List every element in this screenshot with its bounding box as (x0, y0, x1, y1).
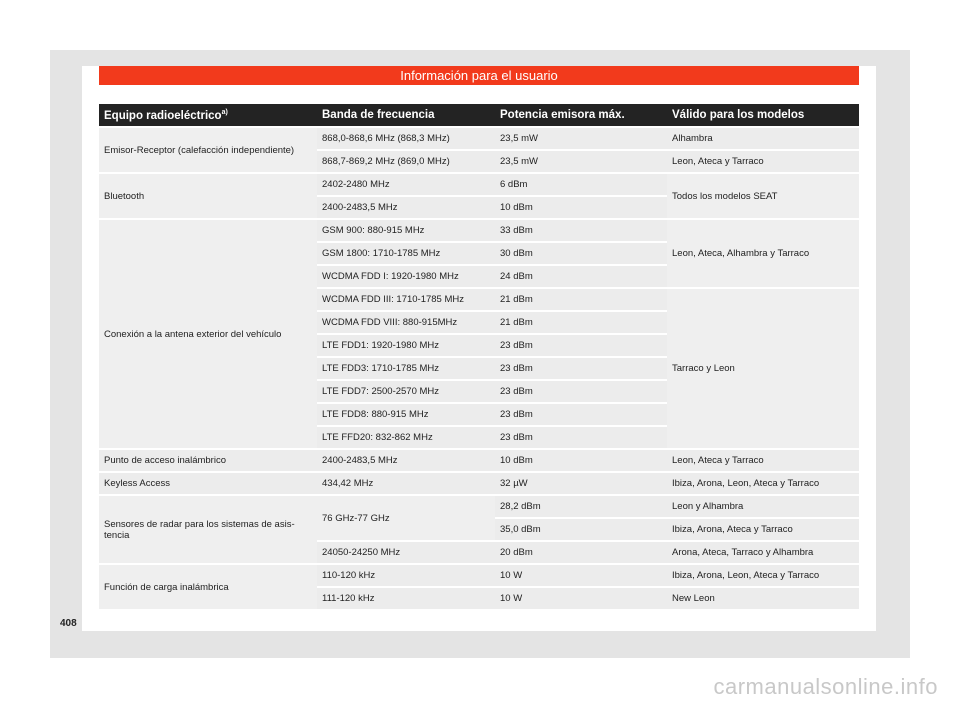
table-row (99, 220, 859, 241)
power-cell: 23 dBm (495, 335, 667, 356)
band-cell: 2400-2483,5 MHz (317, 450, 495, 471)
power-cell: 21 dBm (495, 312, 667, 333)
footnote-marker: a) (221, 108, 228, 116)
page-number: 408 (60, 618, 77, 629)
band-cell: GSM 900: 880-915 MHz (317, 220, 495, 241)
equipment-cell: Emisor-Receptor (calefacción independiente) (99, 128, 317, 172)
band-cell: 434,42 MHz (317, 473, 495, 494)
equipment-cell: Función de carga inalámbrica (99, 565, 317, 609)
power-cell: 6 dBm (495, 174, 667, 195)
power-cell: 33 dBm (495, 220, 667, 241)
power-cell: 23 dBm (495, 358, 667, 379)
models-cell: Ibiza, Arona, Leon, Ateca y Tarraco (667, 473, 859, 494)
models-cell: Leon, Ateca y Tarraco (667, 450, 859, 471)
watermark: carmanualsonline.info (713, 674, 938, 699)
band-cell: 111-120 kHz (317, 588, 495, 609)
table-row (99, 128, 859, 149)
power-cell: 20 dBm (495, 542, 667, 563)
models-cell: Tarraco y Leon (667, 289, 859, 448)
table-row (99, 565, 859, 586)
column-header-max-power: Potencia emisora máx. (495, 104, 667, 126)
band-cell: 24050-24250 MHz (317, 542, 495, 563)
table-row (99, 450, 859, 471)
equipment-cell: Conexión a la antena exterior del vehículo (99, 220, 317, 448)
power-cell: 30 dBm (495, 243, 667, 264)
power-cell: 23 dBm (495, 427, 667, 448)
equipment-cell: Punto de acceso inalámbrico (99, 450, 317, 471)
radio-equipment-table (99, 102, 859, 611)
table-row (99, 473, 859, 494)
column-header-valid-models: Válido para los modelos (667, 104, 859, 126)
models-cell: Leon y Alhambra (667, 496, 859, 517)
models-cell: Ibiza, Arona, Ateca y Tarraco (667, 519, 859, 540)
column-header-equipment: Equipo radioeléctrico$^{a)}$ (99, 104, 317, 126)
table-row (99, 174, 859, 195)
band-cell: LTE FDD1: 1920-1980 MHz (317, 335, 495, 356)
equipment-cell: Keyless Access (99, 473, 317, 494)
table-row (99, 496, 859, 517)
power-cell: 23,5 mW (495, 151, 667, 172)
band-cell: WCDMA FDD VIII: 880-915MHz (317, 312, 495, 333)
power-cell: 35,0 dBm (495, 519, 667, 540)
models-cell: Arona, Ateca, Tarraco y Alhambra (667, 542, 859, 563)
equipment-cell: Bluetooth (99, 174, 317, 218)
models-cell: Leon, Ateca y Tarraco (667, 151, 859, 172)
band-cell: GSM 1800: 1710-1785 MHz (317, 243, 495, 264)
models-cell: Ibiza, Arona, Leon, Ateca y Tarraco (667, 565, 859, 586)
power-cell: 10 W (495, 565, 667, 586)
band-cell: LTE FDD8: 880-915 MHz (317, 404, 495, 425)
band-cell: WCDMA FDD III: 1710-1785 MHz (317, 289, 495, 310)
power-cell: 21 dBm (495, 289, 667, 310)
band-cell: 868,0-868,6 MHz (868,3 MHz) (317, 128, 495, 149)
models-cell: New Leon (667, 588, 859, 609)
band-cell: 2402-2480 MHz (317, 174, 495, 195)
power-cell: 23 dBm (495, 381, 667, 402)
section-header: Información para el usuario (99, 66, 859, 85)
power-cell: 10 dBm (495, 450, 667, 471)
power-cell: 32 µW (495, 473, 667, 494)
models-cell: Todos los modelos SEAT (667, 174, 859, 218)
models-cell: Leon, Ateca, Alhambra y Tarraco (667, 220, 859, 287)
band-cell: 110-120 kHz (317, 565, 495, 586)
models-cell: Alhambra (667, 128, 859, 149)
band-cell: LTE FDD7: 2500-2570 MHz (317, 381, 495, 402)
power-cell: 10 W (495, 588, 667, 609)
power-cell: 23,5 mW (495, 128, 667, 149)
band-cell: 868,7-869,2 MHz (869,0 MHz) (317, 151, 495, 172)
power-cell: 28,2 dBm (495, 496, 667, 517)
band-cell: 76 GHz-77 GHz (317, 496, 495, 540)
power-cell: 24 dBm (495, 266, 667, 287)
power-cell: 10 dBm (495, 197, 667, 218)
band-cell: LTE FFD20: 832-862 MHz (317, 427, 495, 448)
band-cell: WCDMA FDD I: 1920-1980 MHz (317, 266, 495, 287)
power-cell: 23 dBm (495, 404, 667, 425)
equipment-cell: Sensores de radar para los sistemas de asis-tencia (99, 496, 317, 563)
column-header-frequency-band: Banda de frecuencia (317, 104, 495, 126)
band-cell: 2400-2483,5 MHz (317, 197, 495, 218)
band-cell: LTE FDD3: 1710-1785 MHz (317, 358, 495, 379)
table-header-row (99, 104, 859, 126)
